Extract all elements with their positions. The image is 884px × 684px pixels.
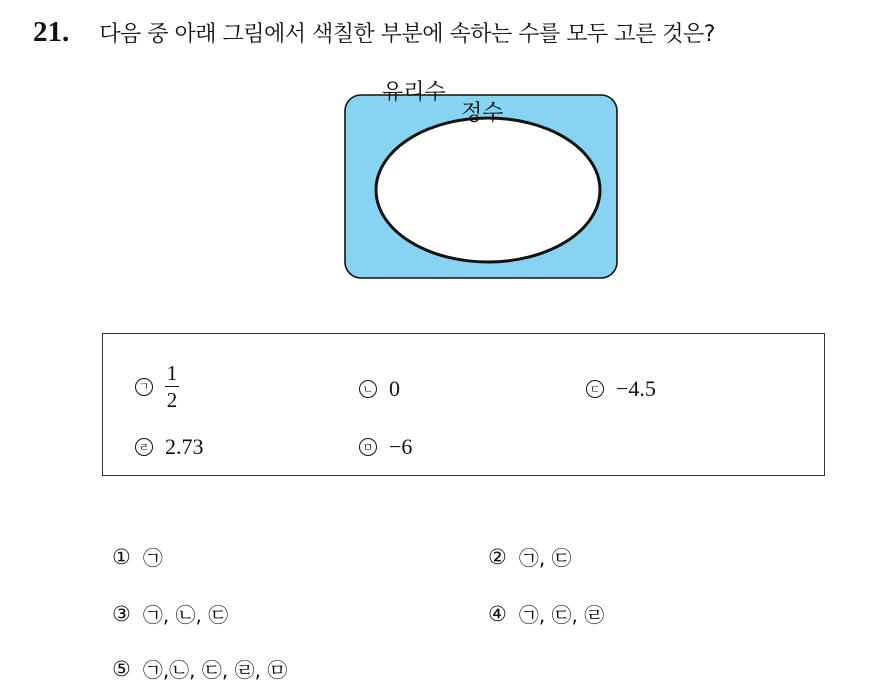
- answer-option-3[interactable]: [112, 599, 228, 628]
- answer-text: ㉠, ㉡, ㉢: [142, 603, 229, 627]
- choice-value: 2.73: [165, 434, 204, 459]
- answer-number: ③: [112, 601, 131, 626]
- choice-value: −6: [389, 434, 413, 459]
- question-text: 다음 중 아래 그림에서 색칠한 부분에 속하는 수를 모두 고른 것은?: [99, 21, 715, 47]
- choice-value: −4.5: [616, 376, 656, 401]
- answer-text: ㉠,㉡, ㉢, ㉣, ㉤: [142, 658, 288, 682]
- venn-diagram: [320, 70, 640, 290]
- answer-number: ⑤: [112, 656, 131, 681]
- question-header: [33, 12, 715, 52]
- fraction: [165, 362, 179, 411]
- choice-marker: ㄱ: [135, 378, 153, 396]
- answer-number: ②: [488, 544, 507, 569]
- answer-text: ㉠, ㉢: [518, 546, 572, 570]
- answer-text: ㉠, ㉢, ㉣: [518, 603, 605, 627]
- integers-region: [376, 118, 600, 262]
- fraction-bar: [165, 386, 179, 387]
- rational-numbers-label: 유리수: [382, 80, 446, 105]
- choice-marker: ㄴ: [359, 380, 377, 398]
- fraction-numerator: 1: [166, 361, 178, 385]
- answer-option-5[interactable]: [112, 654, 287, 683]
- choice-item: [359, 376, 400, 402]
- fraction-denominator: 2: [166, 388, 178, 412]
- answer-option-4[interactable]: [488, 599, 604, 628]
- question-number: 21.: [33, 15, 70, 48]
- integers-label: 정수: [461, 101, 504, 126]
- choices-box: [102, 333, 825, 476]
- choice-value: 0: [389, 376, 400, 401]
- choice-item: [135, 362, 179, 411]
- choice-marker: ㄹ: [135, 438, 153, 456]
- choice-marker: ㅁ: [359, 438, 377, 456]
- answer-text: ㉠: [142, 546, 163, 570]
- answer-number: ④: [488, 601, 507, 626]
- choice-item: [359, 434, 412, 460]
- answer-option-2[interactable]: [488, 542, 572, 571]
- answer-number: ①: [112, 544, 131, 569]
- choice-item: [586, 376, 656, 402]
- answer-option-1[interactable]: [112, 542, 163, 571]
- choice-item: [135, 434, 204, 460]
- choice-marker: ㄷ: [586, 380, 604, 398]
